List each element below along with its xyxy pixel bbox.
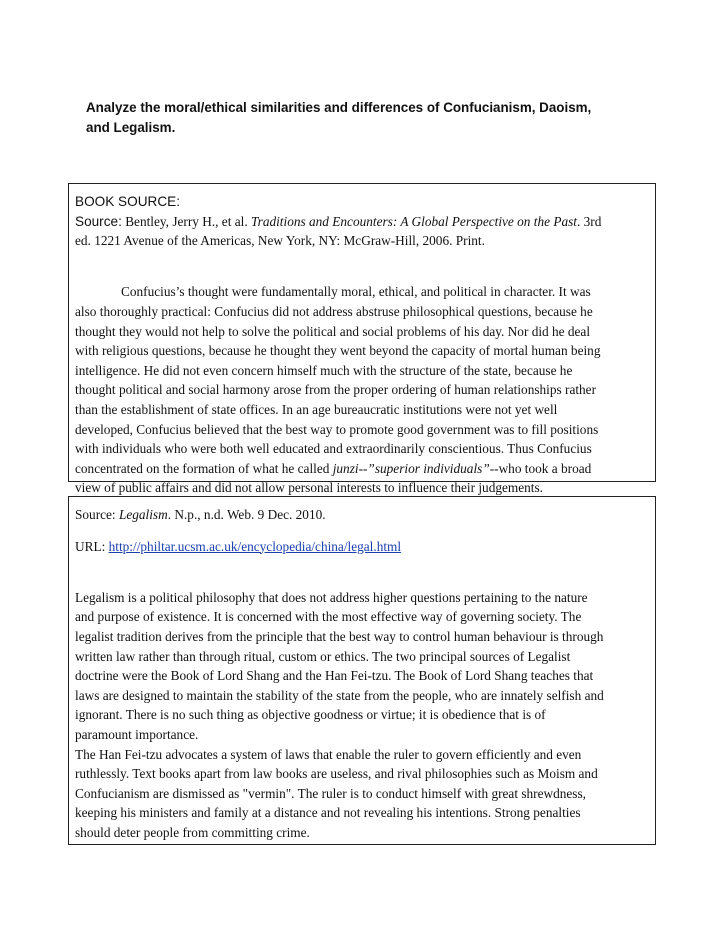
excerpt-line: keeping his ministers and family at a distance and not revealing his intentions. Strong penalties: [75, 805, 581, 821]
excerpt-line: than the establishment of state offices. In an age bureaucratic institutions were not yet well: [75, 401, 558, 417]
spacer: [75, 576, 649, 588]
legalism-source-box: [68, 496, 656, 845]
excerpt-line: Legalism is a political philosophy that does not address higher questions pertaining to the nature: [75, 589, 588, 605]
excerpt-line: thought they would not help to solve the political and social problems of his day. Nor did he deal: [75, 323, 591, 339]
spacer: [75, 251, 649, 271]
excerpt-text: --who took a broad: [489, 460, 592, 476]
excerpt-line: intelligence. He did not even concern himself much with the structure of the state, because he: [75, 362, 573, 378]
excerpt-line: ruthlessly. Text books apart from law books are useless, and rival philosophies such as Moism and: [75, 766, 598, 782]
excerpt-line: ignorant. There is no such thing as objective goodness or virtue; it is obedience that is of: [75, 707, 546, 723]
excerpt-line: developed, Confucius believed that the best way to promote good government was to fill positions: [75, 421, 599, 437]
excerpt-line: and purpose of existence. It is concerned with the most effective way of governing society. The: [75, 609, 582, 625]
legalism-citation-line: [75, 505, 649, 525]
excerpt-line: Confucianism are dismissed as "vermin". The ruler is to conduct himself with great shrewdness,: [75, 785, 586, 801]
excerpt-line: doctrine were the Book of Lord Shang and the Han Fei-tzu. The Book of Lord Shang teaches that: [75, 668, 594, 684]
excerpt-line: also thoroughly practical: Confucius did not address abstruse philosophical questions, because he: [75, 303, 593, 319]
legalism-url-link[interactable]: http://philtar.ucsm.ac.uk/encyclopedia/china/legal.html: [108, 538, 402, 554]
book-citation-line: [75, 212, 649, 232]
prompt-line: and Legalism.: [86, 120, 176, 135]
excerpt-line: laws are designed to maintain the stability of the state from the people, who are innately selfish and: [75, 687, 604, 703]
excerpt-line: The Han Fei-tzu advocates a system of laws that enable the ruler to govern efficiently and even: [75, 746, 582, 762]
source-label: Source:: [75, 507, 116, 522]
url-line: [75, 537, 649, 557]
essay-prompt: [86, 98, 666, 138]
excerpt-line: thought political and social harmony arose from the proper ordering of human relationships rather: [75, 382, 597, 398]
legalism-excerpt: [75, 588, 649, 843]
excerpt-line: legalist tradition derives from the principle that the best way to control human behaviour is through: [75, 628, 604, 644]
book-source-heading: BOOK SOURCE:: [75, 194, 180, 209]
citation-tail: . 3rd: [576, 213, 602, 229]
book-excerpt-line: [75, 459, 649, 479]
spacer: [75, 556, 649, 576]
url-label: URL:: [75, 538, 106, 554]
excerpt-line: written law rather than through ritual, custom or ethics. The two principal sources of Legalist: [75, 648, 571, 664]
excerpt-text: concentrated on the formation of what he called: [75, 460, 333, 476]
excerpt-line: paramount importance.: [75, 726, 199, 742]
legalism-citation-tail: . N.p., n.d. Web. 9 Dec. 2010.: [167, 507, 326, 522]
citation-authors: Bentley, Jerry H., et al.: [125, 213, 248, 229]
excerpt-line: should deter people from committing crime.: [75, 824, 310, 840]
book-citation-line-2: ed. 1221 Avenue of the Americas, New York, NY: McGraw-Hill, 2006. Print.: [75, 233, 485, 249]
source-label: Source:: [75, 213, 122, 229]
citation-title: Traditions and Encounters: A Global Perspective on the Past: [250, 213, 577, 229]
prompt-line: Analyze the moral/ethical similarities and differences of Confucianism, Daoism,: [86, 100, 592, 115]
excerpt-line: Confucius’s thought were fundamentally moral, ethical, and political in character. It was: [121, 284, 591, 300]
excerpt-line: with individuals who were both well educated and extraordinarily conscientious. Thus Confucius: [75, 441, 592, 457]
book-source-box: [68, 183, 656, 496]
book-excerpt: [75, 282, 649, 458]
spacer: [75, 270, 649, 282]
book-excerpt-line: view of public affairs and did not allow personal interests to influence their judgements.: [75, 480, 543, 496]
spacer: [75, 525, 649, 537]
excerpt-line: with religious questions, because he thought they went beyond the capacity of mortal human being: [75, 343, 601, 359]
junzi-term: junzi--”superior individuals”: [332, 460, 490, 476]
legalism-title: Legalism: [118, 507, 168, 522]
